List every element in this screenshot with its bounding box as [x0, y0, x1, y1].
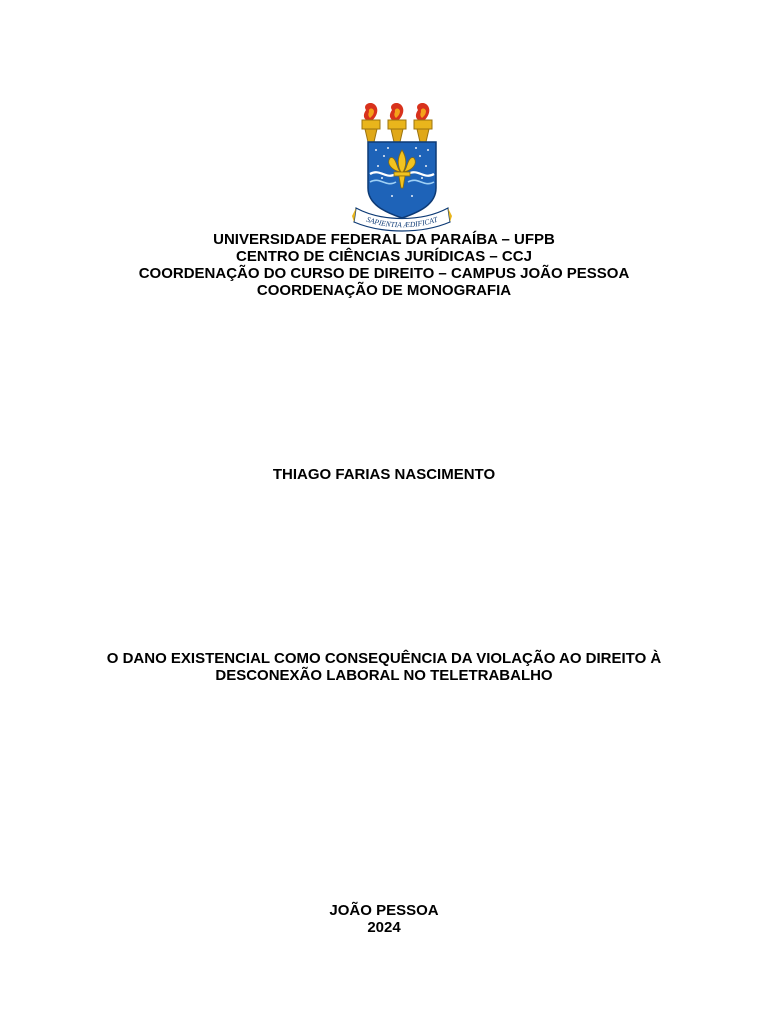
city: JOÃO PESSOA: [329, 902, 439, 919]
institution-header: [0, 231, 768, 299]
torch-icon: [388, 103, 406, 142]
thesis-title-line-1: O DANO EXISTENCIAL COMO CONSEQUÊNCIA DA VIOLAÇÃO AO DIREITO À: [106, 650, 662, 667]
torch-icon: [362, 103, 380, 142]
thesis-title: [0, 650, 768, 684]
motto-text: SAPIENTIA ÆDIFICAT: [365, 214, 439, 230]
torch-icon: [414, 103, 432, 142]
year: 2024: [367, 919, 401, 936]
center-name: CENTRO DE CIÊNCIAS JURÍDICAS – CCJ: [236, 248, 532, 265]
place-and-year: [0, 902, 768, 936]
ufpb-crest-icon: [352, 100, 452, 234]
author-name: THIAGO FARIAS NASCIMENTO: [272, 466, 496, 483]
university-name: UNIVERSIDADE FEDERAL DA PARAÍBA – UFPB: [213, 231, 555, 248]
monograph-coordination: COORDENAÇÃO DE MONOGRAFIA: [256, 282, 512, 299]
course-coordination: COORDENAÇÃO DO CURSO DE DIREITO – CAMPUS JOÃO PESSOA: [138, 265, 630, 282]
thesis-title-line-2: DESCONEXÃO LABORAL NO TELETRABALHO: [215, 667, 553, 684]
